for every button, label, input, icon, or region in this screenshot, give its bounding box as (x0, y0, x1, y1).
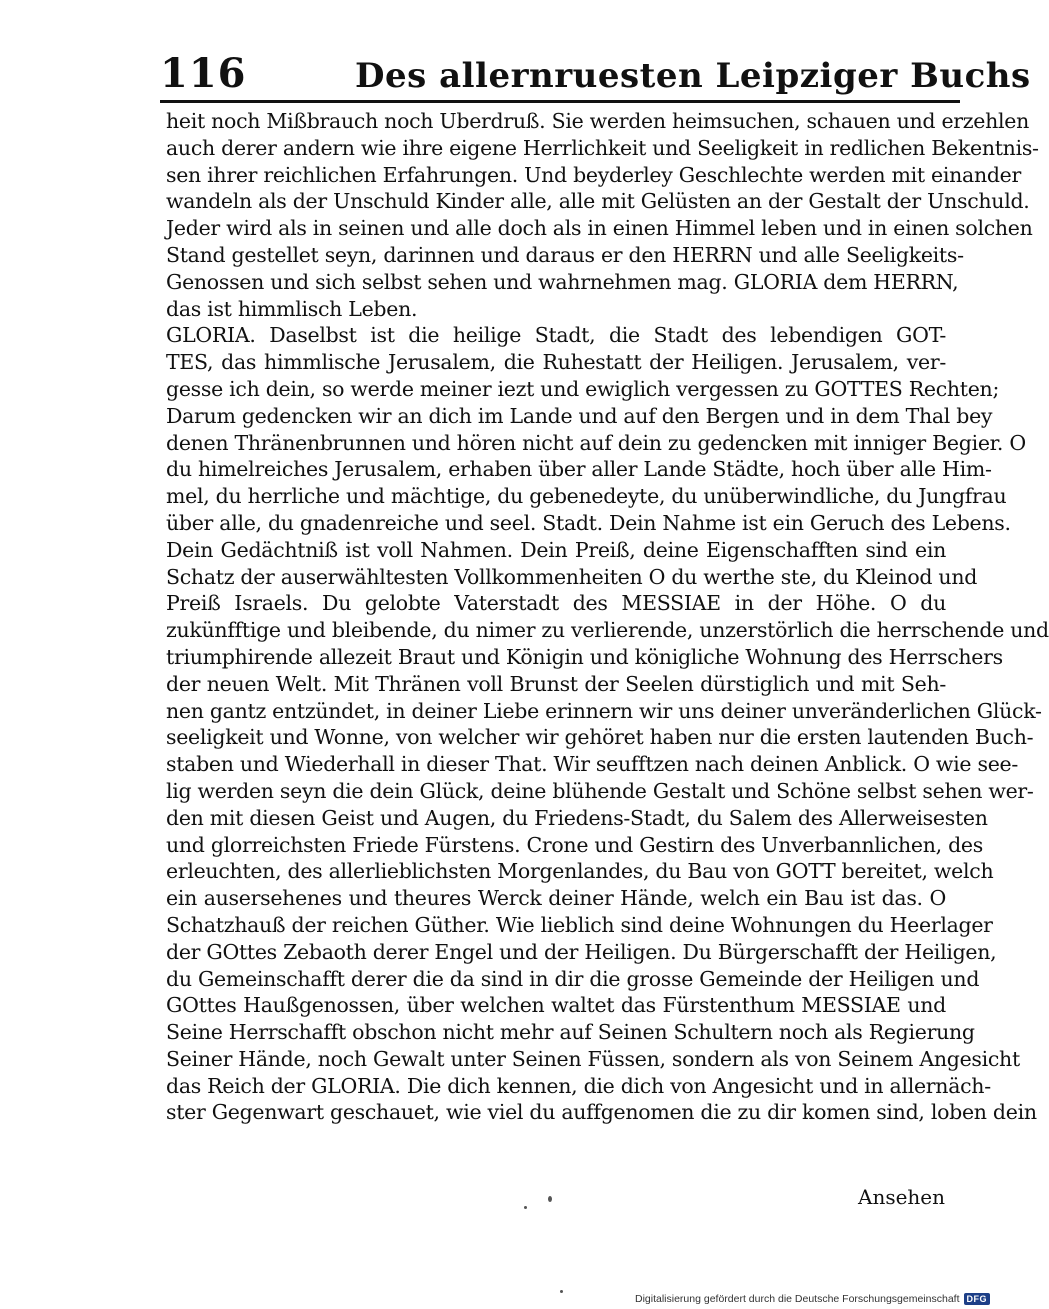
text-line: du himelreiches Jerusalem, erhaben über aller Lande Städte, hoch über alle Him- (166, 457, 992, 482)
credit-text: Digitalisierung gefördert durch die Deutsche Forschungsgemeinschaft (634, 1293, 960, 1305)
text-line: mel, du herrliche und mächtige, du gebenedeyte, du unüberwindliche, du Jungfrau (166, 484, 1007, 509)
page-number: 116 (160, 50, 247, 97)
text-line: triumphirende allezeit Braut und Königin und königliche Wohnung des Herrschers (166, 644, 1003, 669)
text-line: Jeder wird als in seinen und alle doch als in einen Himmel leben und in einen solchen (166, 216, 1033, 241)
text-line: Seiner Hände, noch Gewalt unter Seinen Füssen, sondern als von Seinem Angesicht (166, 1046, 1020, 1071)
text-line: und glorreichsten Friede Fürstens. Crone und Gestirn des Unverbannlichen, des (166, 832, 983, 857)
text-line: staben und Wiederhall in dieser That. Wir seufftzen nach deinen Anblick. O wie see- (166, 752, 1018, 777)
text-line: zukünfftige und bleibende, du nimer zu verlierende, unzerstörlich die herrschende und (166, 618, 1049, 643)
text-line: den mit diesen Geist und Augen, du Friedens-Stadt, du Salem des Allerweisesten (166, 805, 988, 830)
text-line: Stand gestellet seyn, darinnen und daraus er den HERRN und alle Seeligkeits- (166, 242, 964, 267)
text-line: lig werden seyn die dein Glück, deine blühende Gestalt und Schöne selbst sehen wer- (166, 778, 1034, 803)
text-line: über alle, du gnadenreiche und seel. Stadt. Dein Nahme ist ein Geruch des Lebens. (166, 510, 1011, 535)
text-line: der neuen Welt. Mit Thränen voll Brunst der Seelen dürstiglich und mit Seh- (166, 671, 946, 696)
text-line: GLORIA. Daselbst ist die heilige Stadt, die Stadt des lebendigen GOT- (166, 323, 946, 348)
text-line: Dein Gedächtniß ist voll Nahmen. Dein Preiß, deine Eigenschafften sind ein (166, 537, 946, 562)
scan-speck (524, 1206, 527, 1209)
text-line: du Gemeinschafft derer die da sind in dir die grosse Gemeinde der Heiligen und (166, 966, 980, 991)
text-line: Preiß Israels. Du gelobte Vaterstadt des MESSIAE in der Höhe. O du (166, 591, 946, 616)
text-line: wandeln als der Unschuld Kinder alle, alle mit Gelüsten an der Gestalt der Unschuld. (166, 189, 1030, 214)
text-line: GOttes Haußgenossen, über welchen waltet das Fürstenthum MESSIAE und (166, 993, 946, 1018)
text-line: Genossen und sich selbst sehen und wahrnehmen mag. GLORIA dem HERRN, (166, 269, 959, 294)
text-line: der GOttes Zebaoth derer Engel und der Heiligen. Du Bürgerschafft der Heiligen, (166, 939, 997, 964)
text-line: ster Gegenwart geschauet, wie viel du auffgenomen die zu dir komen sind, loben dein (166, 1100, 1037, 1125)
text-line: das ist himmlisch Leben. (166, 296, 418, 321)
text-line: sen ihrer reichlichen Erfahrungen. Und beyderley Geschlechte werden mit einander (166, 162, 1022, 187)
text-line: gesse ich dein, so werde meiner iezt und ewiglich vergessen zu GOTTES Rechten; (166, 376, 1000, 401)
digitization-credit (635, 1293, 990, 1305)
dfg-logo: DFG (964, 1293, 991, 1305)
catchword: Ansehen (858, 1185, 946, 1209)
page-header (160, 48, 1031, 103)
text-line: ein ausersehenes und theures Werck deiner Hände, welch ein Bau ist das. O (166, 886, 946, 911)
body-text (166, 108, 1049, 1126)
running-head: Des allernruesten Leipziger Buchs (355, 56, 1031, 96)
scan-speck (560, 1290, 563, 1293)
text-line: das Reich der GLORIA. Die dich kennen, die dich von Angesicht und in allernäch- (166, 1073, 991, 1098)
text-line: TES, das himmlische Jerusalem, die Ruhestatt der Heiligen. Jerusalem, ver- (166, 350, 946, 375)
text-line: heit noch Mißbrauch noch Uberdruß. Sie werden heimsuchen, schauen und erzehlen (166, 109, 1029, 133)
text-line: Schatzhauß der reichen Güther. Wie lieblich sind deine Wohnungen du Heerlager (166, 912, 993, 937)
text-line: auch derer andern wie ihre eigene Herrlichkeit und Seeligkeit in redlichen Bekentnis- (166, 135, 1039, 160)
text-line: Darum gedencken wir an dich im Lande und auf den Bergen und in dem Thal bey (166, 403, 993, 428)
text-line: seeligkeit und Wonne, von welcher wir gehöret haben nur die ersten lautenden Buch- (166, 725, 1034, 750)
text-line: Schatz der auserwähltesten Vollkommenheiten O du werthe ste, du Kleinod und (166, 564, 978, 589)
scan-speck (548, 1196, 552, 1202)
text-line: erleuchten, des allerlieblichsten Morgenlandes, du Bau von GOTT bereitet, welch (166, 859, 994, 884)
text-line: nen gantz entzündet, in deiner Liebe erinnern wir uns deiner unveränderlichen Glück- (166, 698, 1042, 723)
text-line: Seine Herrschafft obschon nicht mehr auf Seinen Schultern noch als Regierung (166, 1020, 975, 1045)
text-line: denen Thränenbrunnen und hören nicht auf dein zu gedencken mit inniger Begier. O (166, 430, 1026, 455)
